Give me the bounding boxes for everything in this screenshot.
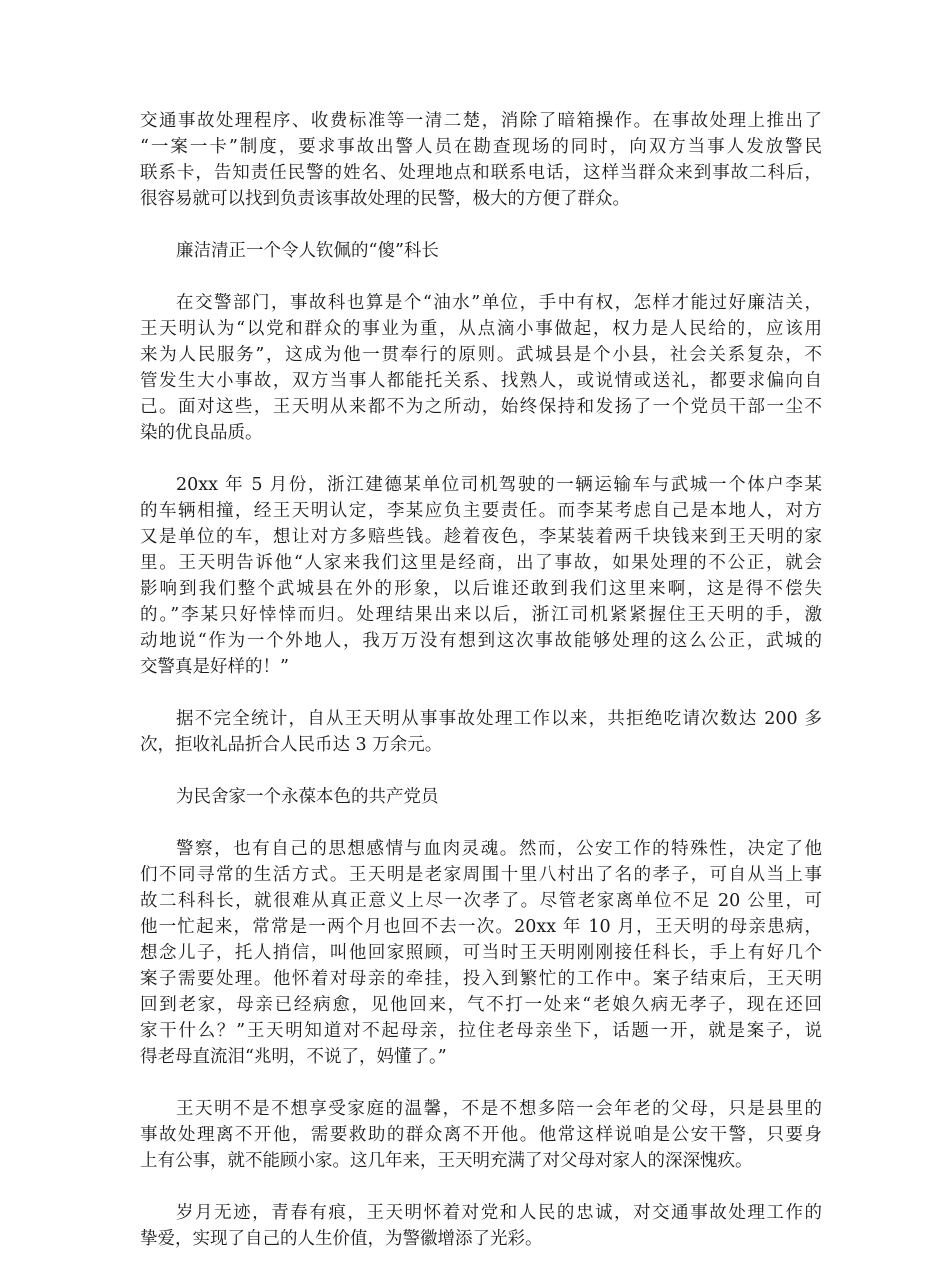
text-line: 次，拒收礼品折合人民币达 3 万余元。	[140, 735, 443, 755]
section-heading-family	[140, 784, 822, 810]
text-line: 动地说“作为一个外地人，我万万没有想到这次事故能够处理的这么公正，武城的	[140, 631, 822, 651]
text-line: 影响到我们整个武城县在外的形象，以后谁还敢到我们这里来啊，这是得不偿失	[140, 579, 822, 599]
text-line: 交警真是好样的！”	[140, 657, 289, 677]
heading-text: 为民舍家一个永葆本色的共产党员	[176, 787, 439, 807]
text-line: “一案一卡”制度，要求事故出警人员在勘查现场的同时，向双方当事人发放警民	[140, 137, 822, 157]
text-line: 挚爱，实现了自己的人生价值，为警徽增添了光彩。	[140, 1229, 543, 1249]
text-line: 想念儿子，托人捎信，叫他回家照顾，可当时王天明刚刚接任科长，手上有好几个	[140, 943, 822, 963]
text-line: 警察，也有自己的思想感情与血肉灵魂。然而，公安工作的特殊性，决定了他	[176, 839, 822, 859]
text-line: 来为人民服务”，这成为他一贯奉行的原则。武城县是个小县，社会关系复杂，不	[140, 345, 822, 365]
text-line: 得老母直流泪“兆明，不说了，妈懂了。”	[140, 1047, 447, 1067]
section-heading-integrity	[140, 238, 822, 264]
text-line: 里。王天明告诉他“人家来我们这里是经商，出了事故，如果处理的不公正，就会	[140, 553, 822, 573]
text-line: 交通事故处理程序、收费标准等一清二楚，消除了暗箱操作。在事故处理上推出了	[140, 111, 822, 131]
paragraph-police-life	[140, 836, 822, 1070]
text-line: 在交警部门，事故科也算是个“油水”单位，手中有权，怎样才能过好廉洁关，	[176, 293, 822, 313]
text-line: 管发生大小事故，双方当事人都能托关系、找熟人，或说情或送礼，都要求偏向自	[140, 371, 822, 391]
text-line: 王天明认为“以党和群众的事业为重，从点滴小事做起，权力是人民给的，应该用	[140, 319, 822, 339]
text-line: 岁月无迹，青春有痕，王天明怀着对党和人民的忠诚，对交通事故处理工作的	[176, 1203, 822, 1223]
text-line: 案子需要处理。他怀着对母亲的牵挂，投入到繁忙的工作中。案子结束后，王天明	[140, 969, 822, 989]
text-line: 家干什么？”王天明知道对不起母亲，拉住老母亲坐下，话题一开，就是案子，说	[140, 1021, 822, 1041]
text-line: 王天明不是不想享受家庭的温馨，不是不想多陪一会年老的父母，只是县里的	[176, 1099, 822, 1119]
text-line: 联系卡，告知责任民警的姓名、处理地点和联系电话，这样当群众来到事故二科后，	[140, 163, 822, 183]
paragraph-family-guilt	[140, 1096, 822, 1174]
paragraph-case-card-system	[140, 108, 822, 212]
document-page	[140, 108, 822, 1278]
paragraph-conclusion	[140, 1200, 822, 1252]
paragraph-statistics	[140, 706, 822, 758]
text-line: 们不同寻常的生活方式。王天明是老家周围十里八村出了名的孝子，可自从当上事	[140, 865, 822, 885]
text-line: 20xx 年 5 月份，浙江建德某单位司机驾驶的一辆运输车与武城一个体户李某	[176, 475, 822, 495]
paragraph-accident-case	[140, 472, 822, 680]
text-line: 的。”李某只好悻悻而归。处理结果出来以后，浙江司机紧紧握住王天明的手，激	[140, 605, 822, 625]
text-line: 上有公事，就不能顾小家。这几年来，王天明充满了对父母对家人的深深愧疚。	[140, 1151, 753, 1171]
text-line: 己。面对这些，王天明从来都不为之所动，始终保持和发扬了一个党员干部一尘不	[140, 397, 822, 417]
text-line: 他一忙起来，常常是一两个月也回不去一次。20xx 年 10 月，王天明的母亲患病，	[140, 917, 822, 937]
text-line: 事故处理离不开他，需要救助的群众离不开他。他常这样说咱是公安干警，只要身	[140, 1125, 822, 1145]
text-line: 据不完全统计，自从王天明从事事故处理工作以来，共拒绝吃请次数达 200 多	[176, 709, 822, 729]
text-line: 染的优良品质。	[140, 423, 263, 443]
text-line: 的车辆相撞，经王天明认定，李某应负主要责任。而李某考虑自己是本地人，对方	[140, 501, 822, 521]
heading-text: 廉洁清正一个令人钦佩的“傻”科长	[176, 241, 439, 261]
text-line: 故二科科长，就很难从真正意义上尽一次孝了。尽管老家离单位不足 20 公里，可	[140, 891, 822, 911]
text-line: 很容易就可以找到负责该事故处理的民警，极大的方便了群众。	[140, 189, 630, 209]
text-line: 回到老家，母亲已经病愈，见他回来，气不打一处来“老娘久病无孝子，现在还回	[140, 995, 822, 1015]
text-line: 又是单位的车，想让对方多赔些钱。趁着夜色，李某装着两千块钱来到王天明的家	[140, 527, 822, 547]
paragraph-integrity-principle	[140, 290, 822, 446]
